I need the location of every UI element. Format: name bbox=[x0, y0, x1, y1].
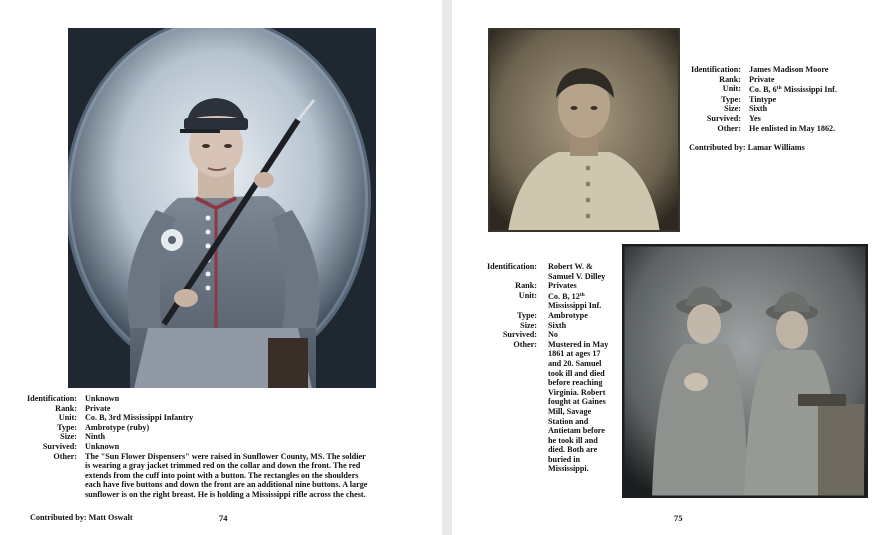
detail-row-size: Size: Sixth bbox=[520, 320, 567, 330]
dilley-photo-details bbox=[482, 262, 622, 474]
detail-row-rank: Rank: Privates bbox=[515, 281, 577, 291]
soldier-ambrotype-photo bbox=[68, 28, 376, 388]
detail-row-unit: Unit: Co. B, 6th Mississippi Inf. bbox=[722, 84, 837, 95]
left-page bbox=[0, 0, 442, 535]
left-contributor: Contributed by: Matt Oswalt bbox=[30, 513, 133, 522]
detail-row-unit: Unit: Co. B, 12th Mississippi Inf. bbox=[518, 290, 602, 311]
moore-photo-details bbox=[688, 65, 893, 133]
moore-tintype-photo bbox=[488, 28, 680, 232]
detail-row-rank: Rank: Private bbox=[55, 403, 111, 413]
detail-row-rank: Rank: Private bbox=[719, 74, 775, 84]
detail-row-other: Other: He enlisted in May 1862. bbox=[717, 123, 836, 133]
right-contributor: Contributed by: Lamar Williams bbox=[689, 143, 805, 152]
page-gutter bbox=[442, 0, 452, 535]
detail-row-type: Type: Ambrotype bbox=[517, 310, 588, 320]
detail-row-size: Size: Ninth bbox=[60, 432, 106, 442]
detail-row-survived: Survived: Unknown bbox=[42, 441, 120, 451]
detail-row-other: Other: Mustered in May 1861 at ages 17 and 20. Samuel took ill and died before reaching Virginia. Robert fought at Gaines Mill, Savage Station and Antietam before he took ill and died. Both are buried in Mississippi. bbox=[482, 340, 622, 474]
detail-row-type: Type: Ambrotype (ruby) bbox=[57, 422, 150, 432]
detail-row-size: Size: Sixth bbox=[724, 104, 768, 114]
detail-row-identification: Identification: Robert W. & Samuel V. Dilley bbox=[486, 262, 606, 281]
dilley-brothers-ambrotype-photo bbox=[622, 244, 868, 498]
detail-row-other: Other: The "Sun Flower Dispensers" were raised in Sunflower County, MS. The soldier is wearing a gray jacket trimmed red on the collar and down the front. The red extends from the cuff into point with a button. The rectangles on the shoulders each have five buttons and down the front are an additional nine buttons. A large sunflower is on the right breast. He is holding a Mississippi rifle across the chest. bbox=[22, 452, 432, 500]
other-description: Mustered in May 1861 at ages 17 and 20. Samuel took ill and died before reaching Virginia. Robert fought at Gaines Mill, Savage Station and Antietam before he took ill and died. Both are buried in Mississippi. bbox=[548, 339, 609, 474]
detail-row-survived: Survived: No bbox=[502, 330, 559, 340]
detail-row-unit: Unit: Co. B, 3rd Mississippi Infantry bbox=[58, 413, 194, 423]
detail-row-survived: Survived: Yes bbox=[706, 113, 761, 123]
right-page bbox=[452, 0, 895, 535]
page-number-left: 74 bbox=[219, 513, 228, 523]
other-description: The "Sun Flower Dispensers" were raised in Sunflower County, MS. The soldier is wearing a gray jacket trimmed red on the collar and down the front. The red extends from the cuff into point with a button. The rectangles on the shoulders each have five buttons and down the front are an additional nine buttons. A large sunflower is on the right breast. He is holding a Mississippi rifle across the chest. bbox=[85, 451, 368, 499]
detail-row-type: Type: Tintype bbox=[721, 94, 777, 104]
left-photo-details bbox=[22, 394, 432, 500]
detail-row-identification: Identification: Unknown bbox=[26, 394, 120, 403]
page-number-right: 75 bbox=[674, 513, 683, 523]
detail-row-identification: Identification: James Madison Moore bbox=[690, 65, 829, 74]
